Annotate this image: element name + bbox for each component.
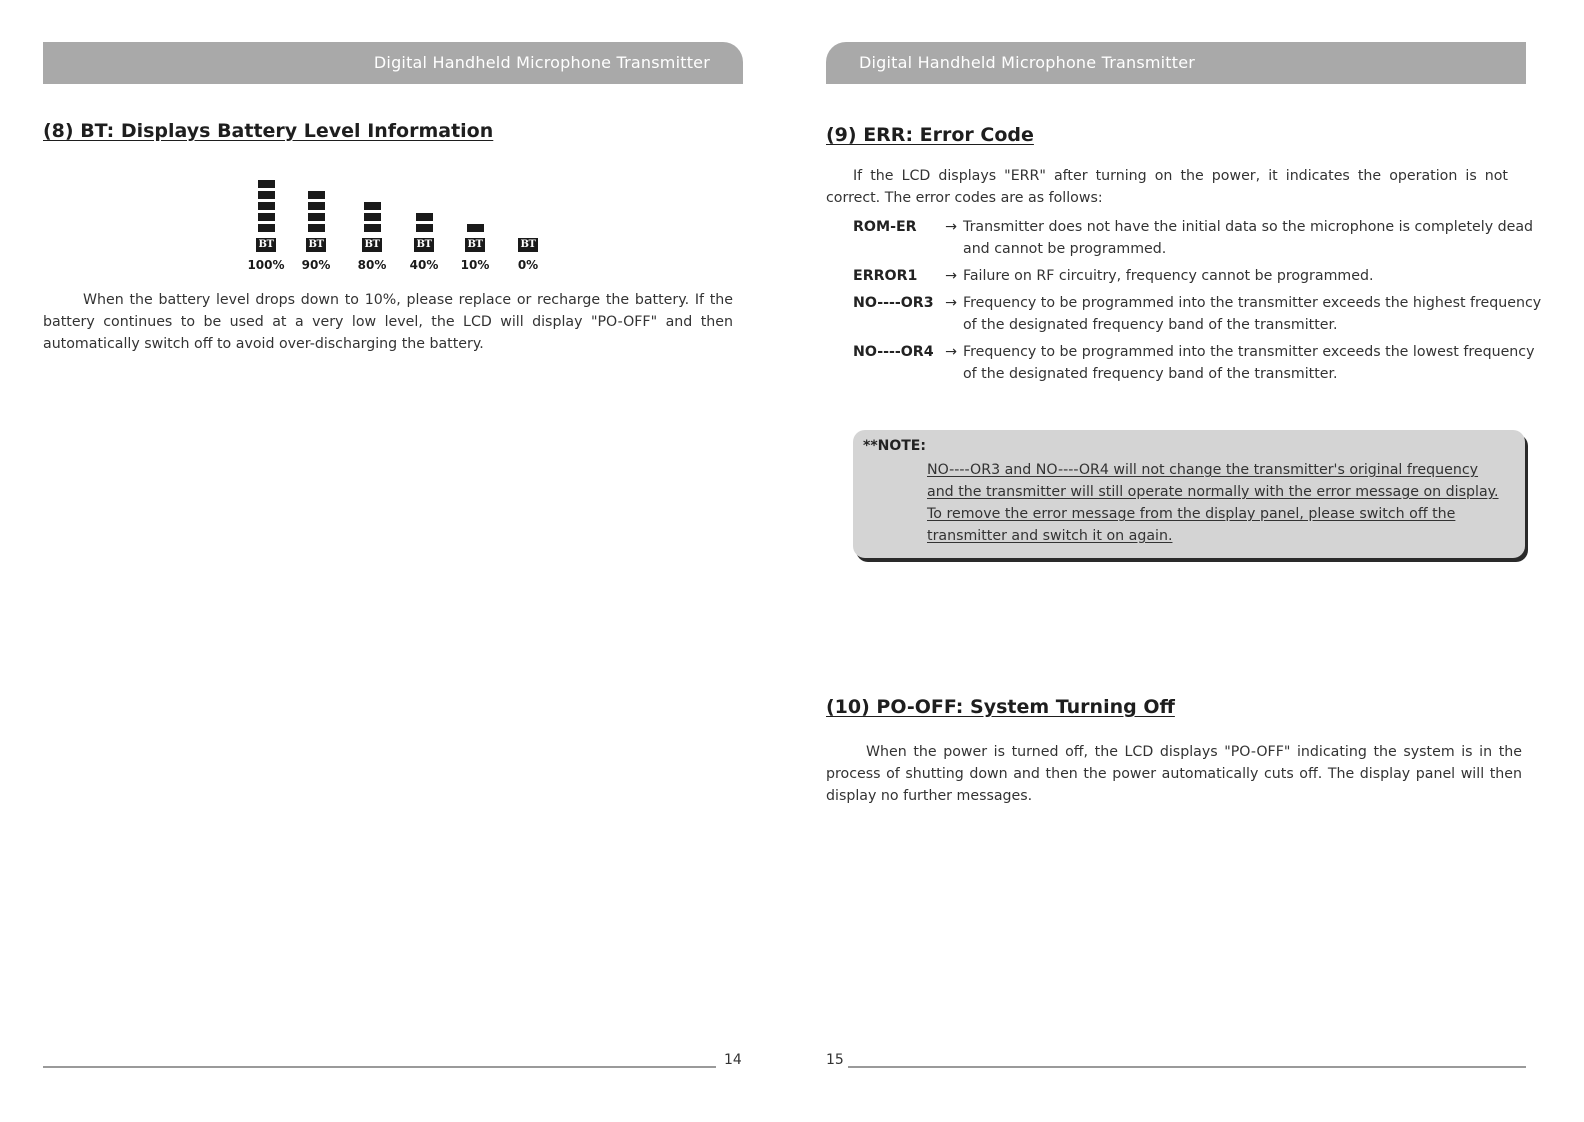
battery-level-90 [296, 191, 336, 272]
bt-indicator: BT [362, 238, 382, 252]
arrow-right-icon: → [945, 295, 957, 311]
bt-indicator: BT [256, 238, 276, 252]
right-page [792, 0, 1584, 1122]
error-description: Failure on RF circuitry, frequency cannot be programmed. [963, 268, 1374, 284]
error-description: Frequency to be programmed into the transmitter exceeds the highest frequency of the designated frequency band of the transmitter. [963, 295, 1542, 333]
error-code-row [853, 292, 1543, 336]
battery-bars [296, 191, 336, 232]
battery-level-0 [508, 232, 548, 272]
battery-bars [455, 224, 495, 232]
section-title-battery: (8) BT: Displays Battery Level Information [43, 120, 494, 142]
battery-percent-label: 80% [357, 258, 387, 272]
battery-paragraph: When the battery level drops down to 10%, please replace or recharge the battery. If the battery continues to be used at a very low level, the LCD will display "PO-OFF" and then automatically switch off to avoid over-discharging the battery. [43, 292, 733, 352]
arrow-right-icon: → [945, 344, 957, 360]
battery-level-100 [246, 180, 286, 272]
error-code: ERROR1 [853, 268, 918, 284]
error-code: ROM-ER [853, 219, 917, 235]
battery-bars [352, 202, 392, 232]
battery-level-figure [240, 162, 550, 272]
error-code-list [853, 216, 1543, 390]
page-number: 15 [826, 1052, 844, 1068]
battery-level-10 [455, 224, 495, 272]
error-code: NO----OR3 [853, 295, 934, 311]
po-off-paragraph: When the power is turned off, the LCD displays "PO-OFF" indicating the system is in the process of shutting down and then the power automatically cuts off. The display panel will then display no further messages. [826, 744, 1522, 804]
footer-rule [848, 1066, 1526, 1068]
error-code-row [853, 216, 1543, 260]
arrow-right-icon: → [945, 219, 957, 235]
footer-rule [43, 1066, 716, 1068]
battery-percent-label: 40% [409, 258, 439, 272]
note-box [853, 430, 1525, 558]
battery-bars [404, 213, 444, 232]
note-text: NO----OR3 and NO----OR4 will not change the transmitter's original frequency and the transmitter will still operate normally with the error message on display. To remove the error message from the display panel, please switch off the transmitter and switch it on again. [927, 462, 1499, 544]
battery-level-80 [352, 202, 392, 272]
battery-percent-label: 100% [247, 258, 285, 272]
battery-percent-label: 10% [460, 258, 490, 272]
error-description: Frequency to be programmed into the transmitter exceeds the lowest frequency of the designated frequency band of the transmitter. [963, 344, 1535, 382]
arrow-right-icon: → [945, 268, 957, 284]
page-header: Digital Handheld Microphone Transmitter [826, 42, 1526, 84]
section-title-po-off: (10) PO-OFF: System Turning Off [826, 696, 1175, 718]
page-number: 14 [724, 1052, 742, 1068]
bt-indicator: BT [465, 238, 485, 252]
note-title: **NOTE: [863, 438, 926, 454]
battery-bars [246, 180, 286, 232]
error-description: Transmitter does not have the initial data so the microphone is completely dead and cannot be programmed. [963, 219, 1534, 257]
battery-level-40 [404, 213, 444, 272]
section-title-error-code: (9) ERR: Error Code [826, 124, 1034, 146]
error-intro-paragraph: If the LCD displays "ERR" after turning on the power, it indicates the operation is not correct. The error codes are as follows: [826, 168, 1508, 206]
battery-percent-label: 0% [517, 258, 539, 272]
error-code-row [853, 265, 1543, 287]
battery-percent-label: 90% [301, 258, 331, 272]
bt-indicator: BT [414, 238, 434, 252]
page-header: Digital Handheld Microphone Transmitter [43, 42, 743, 84]
error-code: NO----OR4 [853, 344, 934, 360]
bt-indicator: BT [306, 238, 326, 252]
error-code-row [853, 341, 1543, 385]
bt-indicator: BT [518, 238, 538, 252]
